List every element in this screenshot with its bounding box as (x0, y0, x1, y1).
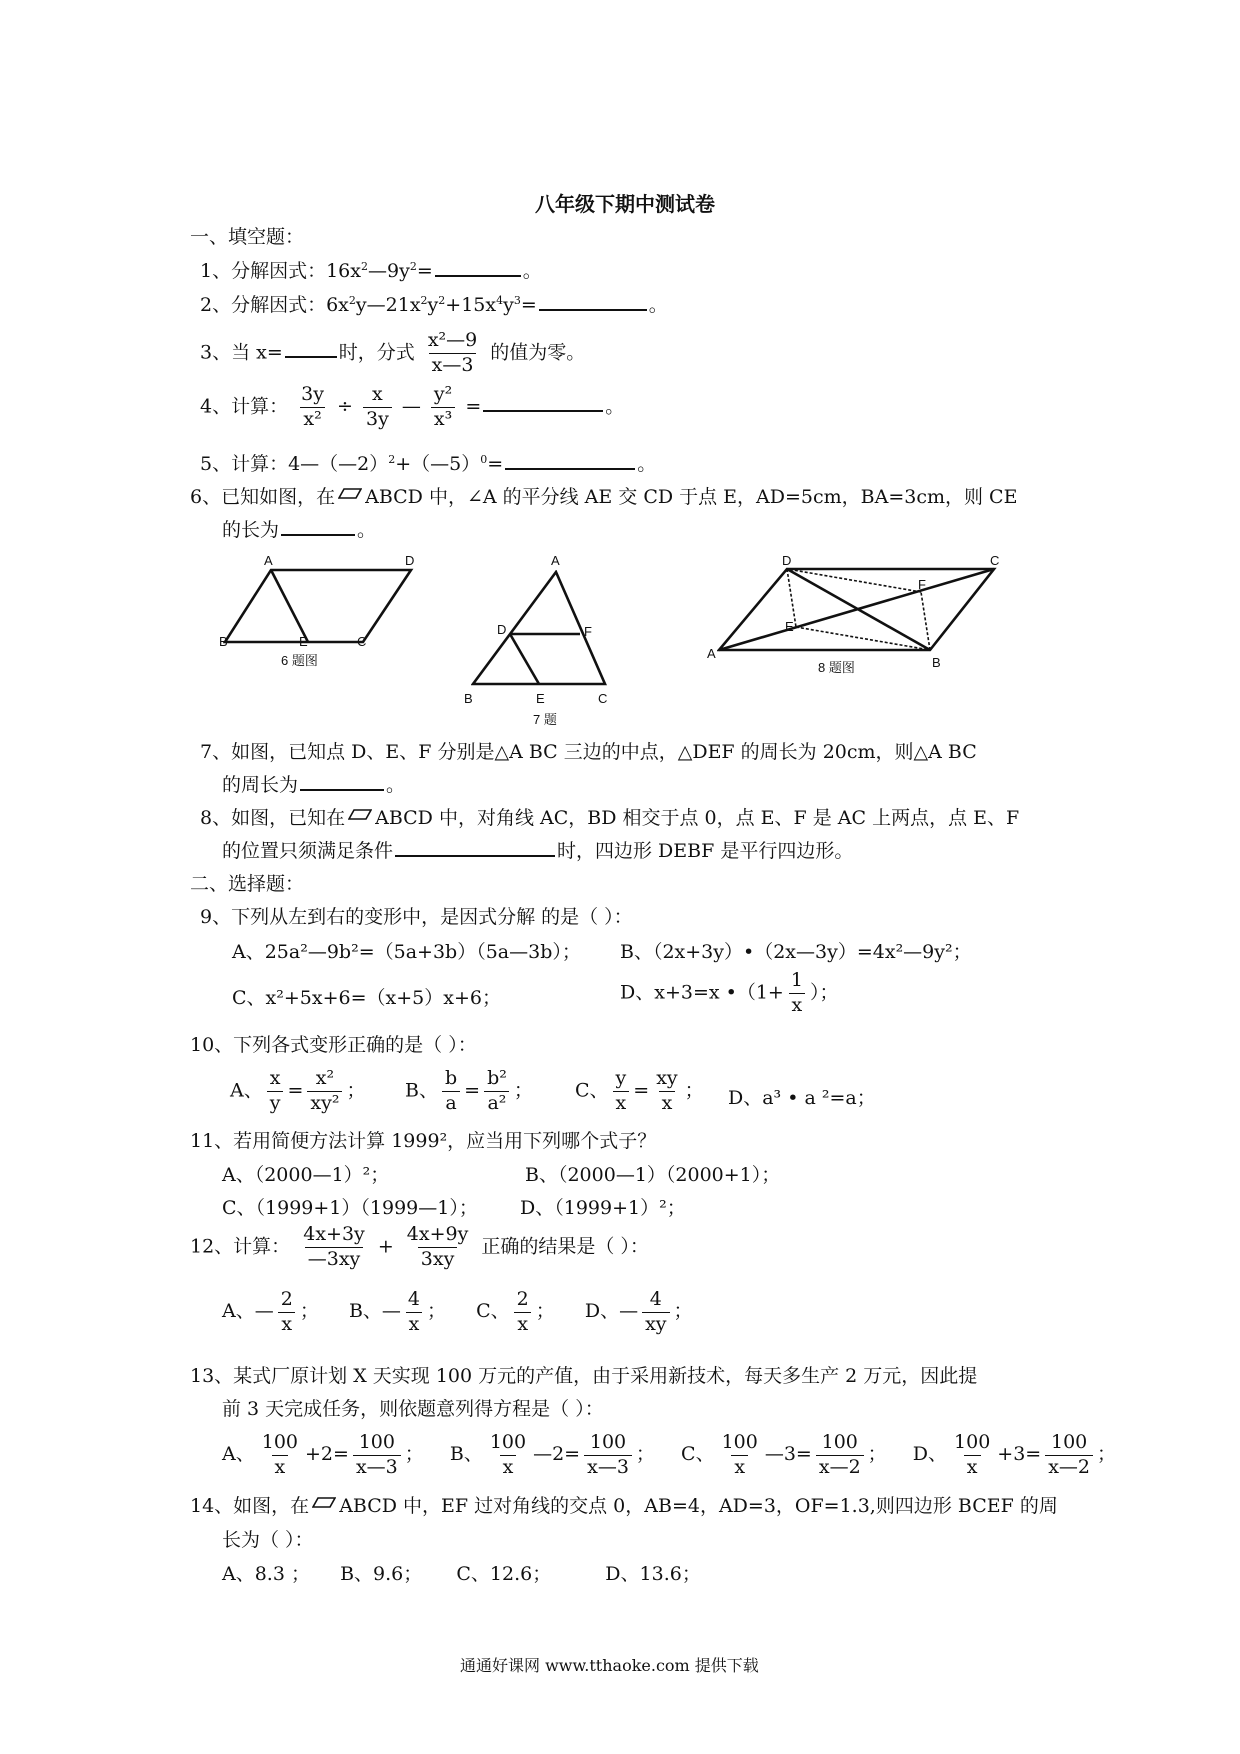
option-11d: D、（1999+1）²； (520, 1197, 686, 1219)
section-heading-choice: 二、选择题： (190, 873, 305, 895)
figure-7-label-c: C (598, 691, 608, 706)
question-13-line-2: 前 3 天完成任务，则依题意列得方程是（ ）： (222, 1398, 604, 1420)
answer-blank[interactable] (285, 339, 337, 358)
option-11b: B、（2000—1）（2000+1）； (525, 1164, 781, 1186)
figure-8-label-f: F (918, 577, 926, 592)
options-12 (222, 1289, 693, 1336)
option-11c: C、（1999+1）（1999—1）； (222, 1197, 478, 1219)
option-13c: C、 $\frac{100}{x}$ —3= $\frac{100}{x—2}$ ； (681, 1431, 887, 1478)
question-14: 14、如图，在 ABCD 中，EF 过对角线的交点 0，AB=4，AD=3，OF=1.3,则四边形 BCEF 的周 (190, 1495, 1058, 1517)
fraction: $\frac{3y}{\text{x²}}$ (301, 383, 324, 430)
option-14b: B、9.6； (340, 1563, 423, 1585)
option-12d: D、— $\frac{4}{xy}$ ； (584, 1288, 693, 1335)
figure-6-label-a: A (264, 553, 273, 568)
option-12b: B、— $\frac{4}{x}$ ； (348, 1288, 447, 1335)
fraction: $\frac{x}{3y}$ (363, 384, 392, 431)
option-14d: D、13.6； (605, 1563, 701, 1585)
figure-8-label-e: E (785, 619, 794, 634)
figure-7-label-e: E (536, 691, 545, 706)
figure-6-label-c: C (357, 634, 367, 649)
figure-6-label-d: D (405, 553, 415, 568)
question-8-line-2: 的位置只须满足条件 时，四边形 DEBF 是平行四边形。 (222, 840, 854, 862)
option-13d: D、 $\frac{100}{x}$ +3= $\frac{100}{x—2}$ ； (912, 1431, 1117, 1478)
question-5: 5、计算：4—（—2）$^2$+（—5）$^0$= 。 (200, 453, 657, 475)
fraction: $\frac{1}{x}$ (788, 970, 806, 1017)
option-10d: D、a³ • a ²=a； (728, 1087, 876, 1109)
question-10: 10、下列各式变形正确的是（ ）： (190, 1034, 477, 1056)
question-14-line-2: 长为（ ）： (222, 1529, 314, 1551)
option-9d: D、x+3=x •（1+ $\frac{1}{x}$ ）； (620, 969, 839, 1016)
section-heading-fill-in: 一、填空题： (190, 226, 305, 248)
question-2: 2、分解因式：$6x^2y—21x^2y^2+15x^4y^3=$ 。 (200, 294, 668, 316)
option-13b: B、 $\frac{100}{x}$ —2= $\frac{100}{x—3}$ ； (449, 1431, 655, 1478)
figure-7-label-a: A (551, 553, 560, 568)
option-14a: A、8.3 ； (222, 1563, 310, 1585)
fraction: $\frac{\text{y²}}{\text{x³}}$ (431, 384, 455, 431)
figure-6-label-e: E (299, 634, 308, 649)
option-10a: A、 $\frac{x}{y}$ = $\frac{\text{x²}}{\text{xy²}}$ ； (230, 1067, 366, 1114)
figure-8-caption: 8 题图 (818, 660, 855, 675)
option-9b: B、（2x+3y）•（2x—3y）=4x²—9y²； (620, 941, 972, 963)
parallelogram-icon (338, 488, 362, 499)
question-13: 13、某式厂原计划 X 天实现 100 万元的产值，由于采用新技术，每天多生产 2 万元，因此提 (190, 1365, 978, 1387)
option-14c: C、12.6； (456, 1563, 552, 1585)
figure-8-label-d: D (782, 553, 792, 568)
question-8: 8、如图，已知在 ABCD 中，对角线 AC，BD 相交于点 0，点 E、F 是 AC 上两点，点 E、F (200, 807, 1020, 829)
figure-6-caption: 6 题图 (281, 653, 318, 668)
answer-blank[interactable] (395, 838, 555, 857)
option-12a: A、— $\frac{2}{x}$ ； (222, 1288, 319, 1335)
figure-7-label-f: F (584, 624, 592, 639)
footer-source: 通通好课网 www.tthaoke.com 提供下载 (460, 1656, 759, 1675)
answer-blank[interactable] (281, 517, 355, 536)
page-title: 八年级下期中测试卷 (535, 192, 715, 216)
option-9c: C、x²+5x+6=（x+5）x+6； (232, 987, 501, 1009)
fraction: $\frac{\text{x²—9}}{x—3}$ (427, 329, 478, 376)
option-9a: A、25a²—9b²=（5a+3b）（5a—3b）； (232, 941, 581, 963)
parallelogram-icon (312, 1497, 336, 1508)
option-10c: C、 $\frac{y}{x}$ = $\frac{xy}{x}$ ； (575, 1067, 704, 1114)
question-9: 9、下列从左到右的变形中，是因式分解 的是（ ）： (200, 906, 633, 928)
figure-8-label-b: B (932, 655, 941, 670)
answer-blank[interactable] (435, 258, 521, 277)
figure-8-label-c: C (990, 553, 1000, 568)
question-6-line-2: 的长为 。 (222, 519, 377, 541)
options-14 (222, 1559, 701, 1586)
option-12c: C、 $\frac{2}{x}$ ； (476, 1288, 555, 1335)
question-11: 11、若用简便方法计算 1999²，应当用下列哪个式子？ (190, 1130, 657, 1152)
answer-blank[interactable] (300, 772, 384, 791)
figure-8-label-a: A (707, 646, 716, 661)
answer-blank[interactable] (539, 292, 647, 311)
figure-6-label-b: B (219, 634, 228, 649)
figure-7-label-d: D (497, 622, 507, 637)
question-6: 6、已知如图，在 ABCD 中，∠A 的平分线 AE 交 CD 于点 E，AD=5cm，BA=3cm，则 CE (190, 486, 1018, 508)
question-12: 12、计算： $\frac{4x+3y}{—3xy}$ + $\frac{4x+9y}{3xy}$ 正确的结果是（ ）： (190, 1223, 649, 1270)
answer-blank[interactable] (505, 451, 635, 470)
question-7-line-2: 的周长为 。 (222, 774, 406, 796)
option-11a: A、（2000—1）²； (222, 1164, 390, 1186)
question-3: 3、当 x= 时，分式 $\frac{\text{x²—9}}{x—3}$ 的值为零。 (200, 329, 586, 376)
option-10b: B、 $\frac{b}{a}$ = $\frac{\text{b²}}{\text{a²}}$ ； (405, 1067, 533, 1114)
question-4: 4、计算： $\frac{3y}{\text{x²}}$ ÷ $\frac{x}{3y}$ — $\frac{\text{y²}}{\text{x³}}$ = 。 (200, 383, 625, 430)
option-13a: A、 $\frac{100}{x}$ +2= $\frac{100}{x—3}$ ； (222, 1431, 424, 1478)
figure-7-label-b: B (464, 691, 473, 706)
options-13 (222, 1432, 1116, 1479)
parallelogram-icon (348, 809, 372, 820)
question-1: 1、分解因式：$16x^2—9y^2=$ 。 (200, 260, 542, 282)
figure-7-caption: 7 题 (533, 712, 557, 727)
question-7: 7、如图，已知点 D、E、F 分别是△A BC 三边的中点，△DEF 的周长为 20cm，则△A BC (200, 741, 977, 763)
answer-blank[interactable] (483, 393, 603, 412)
